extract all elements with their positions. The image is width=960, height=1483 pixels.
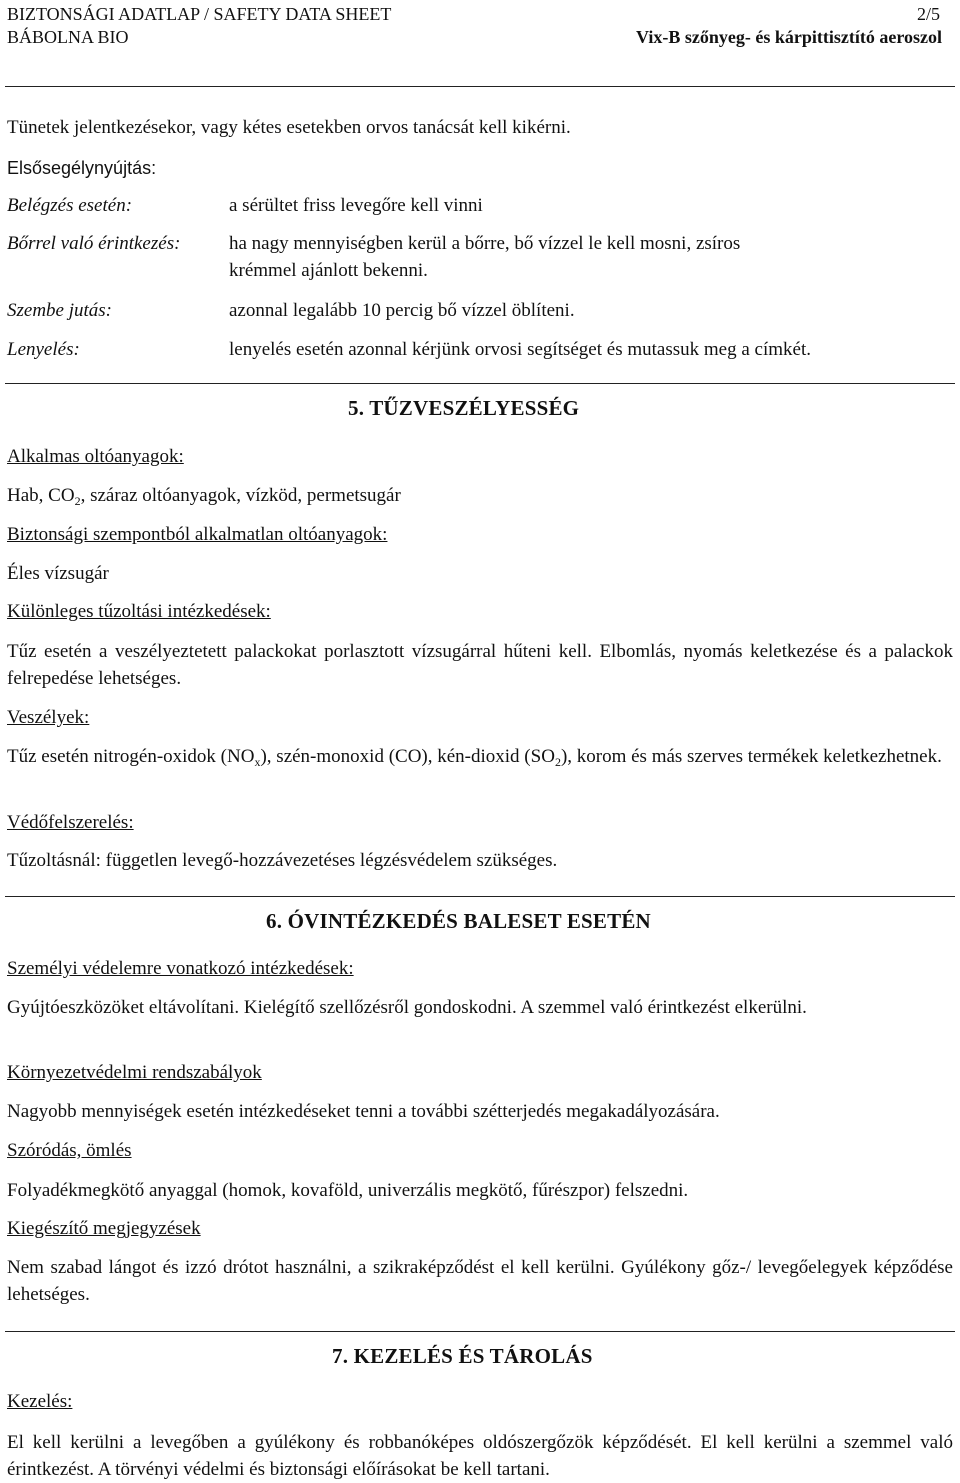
page-number: 2/5 — [916, 4, 940, 24]
personal-precautions-heading: Személyi védelemre vonatkozó intézkedések: — [7, 958, 354, 979]
handling-text: El kell kerülni a levegőben a gyúlékony és robbanóképes oldószergőzök képződését. El kell kerülni a szemmel való érintkezést. A törvényi védelmi és biztonsági előírásokat be kell tartani. — [7, 1432, 953, 1480]
first-aid-label-inhalation: Belégzés esetén: — [7, 195, 133, 216]
suitable-extinguishers-heading: Alkalmas oltóanyagok: — [7, 446, 184, 467]
protective-equipment-heading: Védőfelszerelés: — [7, 812, 134, 833]
spill-text: Folyadékmegkötő anyaggal (homok, kovaföld, univerzális megkötő, fűrészpor) felszedni. — [7, 1180, 689, 1201]
notes-text: Nem szabad lángot és izzó drótot használni, a szikraképződést el kell kerülni. Gyúlékony gőz-/ levegőelegyek képződése lehetséges. — [7, 1257, 953, 1305]
first-aid-label-skin: Bőrrel való érintkezés: — [7, 233, 181, 254]
first-aid-text-inhalation: a sérültet friss levegőre kell vinni — [229, 195, 483, 216]
header-divider — [5, 86, 955, 87]
header-company: BÁBOLNA BIO — [7, 27, 129, 47]
first-aid-label-ingestion: Lenyelés: — [7, 339, 80, 360]
header-product: Vix-B szőnyeg- és kárpittisztító aeroszol — [636, 27, 942, 47]
section-divider-5 — [5, 383, 955, 384]
section-6-title: 6. ÓVINTÉZKEDÉS BALESET ESETÉN — [266, 909, 651, 933]
first-aid-text-skin-cont: krémmel ajánlott bekenni. — [229, 260, 428, 281]
first-aid-text-ingestion: lenyelés esetén azonnal kérjünk orvosi segítséget és mutassuk meg a címkét. — [229, 339, 811, 360]
header-title: BIZTONSÁGI ADATLAP / SAFETY DATA SHEET — [7, 4, 392, 24]
first-aid-text-eyes: azonnal legalább 10 percig bő vízzel öblíteni. — [229, 300, 575, 321]
handling-heading: Kezelés: — [7, 1391, 73, 1412]
first-aid-intro: Tünetek jelentkezésekor, vagy kétes esetekben orvos tanácsát kell kikérni. — [7, 117, 571, 138]
section-divider-7 — [5, 1331, 955, 1332]
notes-heading: Kiegészítő megjegyzések — [7, 1218, 201, 1239]
personal-precautions-text: Gyújtóeszközöket eltávolítani. Kielégítő szellőzésről gondoskodni. A szemmel való érintkezést elkerülni. — [7, 997, 807, 1018]
section-5-title: 5. TŰZVESZÉLYESSÉG — [348, 396, 580, 420]
environmental-text: Nagyobb mennyiségek esetén intézkedéseket tenni a további szétterjedés megakadályozására. — [7, 1101, 720, 1122]
suitable-extinguishers-text: Hab, $CO_2$, száraz oltóanyagok, vízköd, permetsugár — [7, 485, 401, 508]
special-firefighting-text: Tűz esetén a veszélyeztetett palackokat porlasztott vízsugárral hűteni kell. Elbomlás, nyomás keletkezése és a palackok felrepedése lehetséges. — [7, 641, 953, 689]
unsuitable-extinguishers-text: Éles vízsugár — [7, 563, 109, 584]
protective-equipment-text: Tűzoltásnál: független levegő-hozzávezetéses légzésvédelem szükséges. — [7, 850, 558, 871]
section-divider-6 — [5, 896, 955, 897]
special-firefighting-heading: Különleges tűzoltási intézkedések: — [7, 601, 271, 622]
first-aid-text-skin: ha nagy mennyiségben kerül a bőrre, bő vízzel le kell mosni, zsíros — [229, 233, 741, 254]
hazards-text: Tűz esetén nitrogén-oxidok $(NO_x)$, szén-monoxid (CO), kén-dioxid $(SO_2)$, korom és más szerves termékek keletkezhetnek. — [7, 746, 942, 769]
first-aid-heading: Elsősegélynyújtás: — [7, 158, 157, 178]
unsuitable-extinguishers-heading: Biztonsági szempontból alkalmatlan oltóanyagok: — [7, 524, 388, 545]
environmental-heading: Környezetvédelmi rendszabályok — [7, 1062, 262, 1083]
first-aid-label-eyes: Szembe jutás: — [7, 300, 113, 321]
section-7-title: 7. KEZELÉS ÉS TÁROLÁS — [332, 1344, 593, 1368]
spill-heading: Szóródás, ömlés — [7, 1140, 132, 1161]
hazards-heading: Veszélyek: — [7, 707, 90, 728]
